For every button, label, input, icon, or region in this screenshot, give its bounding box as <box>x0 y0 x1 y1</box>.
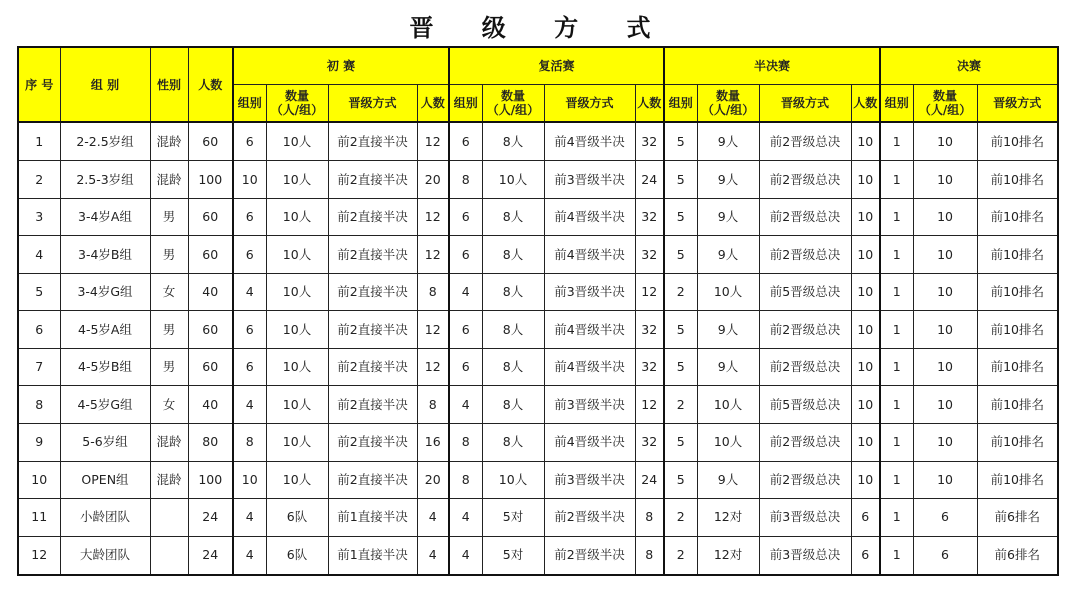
subheader-preliminary-method: 晋级方式 <box>328 85 417 123</box>
table-cell: 男 <box>150 348 188 386</box>
subheader-qty-line1: 数量 <box>500 89 525 103</box>
table-row <box>18 236 1058 274</box>
table-cell: 6 <box>449 236 482 274</box>
table-cell: 11 <box>18 499 60 537</box>
table-cell: 10人 <box>697 386 759 424</box>
promotion-table <box>17 46 1059 576</box>
table-cell: 12对 <box>697 499 759 537</box>
table-cell: 8 <box>449 161 482 199</box>
table-cell: 1 <box>880 499 913 537</box>
table-cell: 10 <box>851 198 880 236</box>
header-group: 组 别 <box>60 47 150 122</box>
table-cell: 12 <box>417 198 449 236</box>
subheader-preliminary-count: 人数 <box>417 85 449 123</box>
subheader-repechage-method: 晋级方式 <box>544 85 635 123</box>
table-cell: 5 <box>664 236 697 274</box>
table-cell: 5 <box>664 348 697 386</box>
table-cell: 9 <box>18 424 60 462</box>
table-cell: 6 <box>18 311 60 349</box>
table-cell: 60 <box>188 348 233 386</box>
table-cell: 10 <box>851 424 880 462</box>
table-cell: 10人 <box>266 424 328 462</box>
table-cell: 8 <box>635 499 664 537</box>
subheader-semifinal-method: 晋级方式 <box>759 85 851 123</box>
table-cell: 前4晋级半决 <box>544 236 635 274</box>
table-cell: 10人 <box>697 424 759 462</box>
table-cell: 2 <box>664 499 697 537</box>
table-cell: 10 <box>913 236 977 274</box>
table-cell: 前2晋级半决 <box>544 499 635 537</box>
table-cell: 5-6岁组 <box>60 424 150 462</box>
table-body <box>18 122 1058 575</box>
table-cell: 6 <box>913 499 977 537</box>
table-cell: 前1直接半决 <box>328 499 417 537</box>
table-cell: 8人 <box>482 311 544 349</box>
table-cell: 8人 <box>482 198 544 236</box>
table-cell: 10 <box>913 273 977 311</box>
table-cell: 前10排名 <box>977 348 1058 386</box>
subheader-qty-line2: （人/组） <box>486 103 540 117</box>
table-cell: 5 <box>664 122 697 161</box>
table-cell: 前2晋级总决 <box>759 348 851 386</box>
table-cell: 10人 <box>697 273 759 311</box>
table-cell: 前10排名 <box>977 122 1058 161</box>
table-cell: 女 <box>150 273 188 311</box>
table-cell: 60 <box>188 311 233 349</box>
table-cell: 8 <box>233 424 266 462</box>
table-cell: 10人 <box>266 348 328 386</box>
table-cell: 3-4岁A组 <box>60 198 150 236</box>
table-cell: 12 <box>635 386 664 424</box>
table-cell: 10 <box>913 198 977 236</box>
table-cell: 1 <box>880 198 913 236</box>
table-cell: 4 <box>449 499 482 537</box>
table-cell: 6队 <box>266 499 328 537</box>
header-stage-final: 决赛 <box>880 47 1058 85</box>
table-cell: 前2晋级总决 <box>759 236 851 274</box>
table-cell: 前10排名 <box>977 198 1058 236</box>
table-cell: 10 <box>851 386 880 424</box>
table-cell: 12 <box>417 348 449 386</box>
subheader-qty-line2: （人/组） <box>918 103 972 117</box>
table-cell: 8人 <box>482 424 544 462</box>
table-cell: 10 <box>233 161 266 199</box>
table-cell: 前10排名 <box>977 424 1058 462</box>
table-cell: 1 <box>880 386 913 424</box>
table-cell: 8 <box>449 424 482 462</box>
table-row <box>18 198 1058 236</box>
subheader-qty-line2: （人/组） <box>701 103 755 117</box>
table-cell: 前10排名 <box>977 273 1058 311</box>
table-cell: 1 <box>880 311 913 349</box>
table-cell: 前2直接半决 <box>328 386 417 424</box>
table-cell: 20 <box>417 461 449 499</box>
table-cell: 9人 <box>697 461 759 499</box>
table-cell: 10 <box>851 236 880 274</box>
table-cell: 40 <box>188 386 233 424</box>
table-cell: 6 <box>233 311 266 349</box>
table-cell: 8人 <box>482 386 544 424</box>
table-cell: 4 <box>233 536 266 575</box>
table-cell: 前2直接半决 <box>328 311 417 349</box>
table-cell: 2 <box>664 386 697 424</box>
table-cell: 10 <box>851 348 880 386</box>
table-cell: 12 <box>417 236 449 274</box>
table-cell: 4-5岁A组 <box>60 311 150 349</box>
table-cell: 3-4岁G组 <box>60 273 150 311</box>
table-cell: 4-5岁B组 <box>60 348 150 386</box>
table-cell: 4 <box>18 236 60 274</box>
table-cell: 60 <box>188 122 233 161</box>
table-cell: 混龄 <box>150 424 188 462</box>
table-cell: 4 <box>449 273 482 311</box>
table-cell: 前4晋级半决 <box>544 122 635 161</box>
table-cell: 6 <box>233 122 266 161</box>
table-cell: 20 <box>417 161 449 199</box>
table-cell: 前3晋级半决 <box>544 273 635 311</box>
table-cell: 5 <box>664 424 697 462</box>
table-cell: 混龄 <box>150 461 188 499</box>
table-cell: 10 <box>851 122 880 161</box>
header-stage-repechage: 复活赛 <box>449 47 664 85</box>
table-cell: 1 <box>880 348 913 386</box>
table-cell: 10 <box>913 386 977 424</box>
table-row <box>18 161 1058 199</box>
table-cell: 5 <box>664 161 697 199</box>
subheader-qty-line1: 数量 <box>284 89 309 103</box>
table-cell: 12 <box>635 273 664 311</box>
table-row <box>18 461 1058 499</box>
table-cell: 前2晋级总决 <box>759 311 851 349</box>
table-cell: 24 <box>188 499 233 537</box>
table-cell: 1 <box>880 536 913 575</box>
table-cell: 10 <box>851 273 880 311</box>
subheader-final-group: 组别 <box>880 85 913 123</box>
table-cell: 1 <box>880 461 913 499</box>
table-cell: 6队 <box>266 536 328 575</box>
table-cell: 9人 <box>697 122 759 161</box>
table-cell: 24 <box>635 461 664 499</box>
table-cell: 10人 <box>266 198 328 236</box>
table-cell: 10人 <box>266 161 328 199</box>
table-cell: 1 <box>880 236 913 274</box>
table-cell: 8 <box>449 461 482 499</box>
table-row <box>18 536 1058 575</box>
subheader-final-method: 晋级方式 <box>977 85 1058 123</box>
table-cell: 2-2.5岁组 <box>60 122 150 161</box>
table-cell: 女 <box>150 386 188 424</box>
table-cell: 10 <box>913 461 977 499</box>
table-cell: 16 <box>417 424 449 462</box>
table-cell: 5 <box>18 273 60 311</box>
table-cell: 10人 <box>266 386 328 424</box>
table-cell: 混龄 <box>150 122 188 161</box>
table-cell: 32 <box>635 348 664 386</box>
table-cell: 前2直接半决 <box>328 348 417 386</box>
table-cell: 60 <box>188 198 233 236</box>
header-count: 人数 <box>188 47 233 122</box>
header-stage-semifinal: 半决赛 <box>664 47 880 85</box>
table-cell: 9人 <box>697 311 759 349</box>
header-stage-preliminary: 初 赛 <box>233 47 449 85</box>
table-cell <box>150 499 188 537</box>
table-cell: 前10排名 <box>977 311 1058 349</box>
table-cell: 前3晋级总决 <box>759 499 851 537</box>
table-cell: 6 <box>233 198 266 236</box>
table-cell: 32 <box>635 236 664 274</box>
table-cell: 2.5-3岁组 <box>60 161 150 199</box>
table-cell: 4 <box>417 536 449 575</box>
table-cell: 2 <box>664 273 697 311</box>
table-cell: 4 <box>233 386 266 424</box>
table-cell: 前2晋级总决 <box>759 161 851 199</box>
table-cell: 10 <box>913 424 977 462</box>
table-cell: 5 <box>664 198 697 236</box>
table-cell: 10人 <box>266 461 328 499</box>
table-cell: 8人 <box>482 273 544 311</box>
table-cell: 12 <box>417 311 449 349</box>
table-cell: 前2直接半决 <box>328 273 417 311</box>
table-cell: 前4晋级半决 <box>544 424 635 462</box>
table-cell: 6 <box>449 311 482 349</box>
table-cell: 1 <box>880 122 913 161</box>
table-cell: 8人 <box>482 236 544 274</box>
table-cell: 前2晋级总决 <box>759 424 851 462</box>
table-row <box>18 348 1058 386</box>
table-cell: 前2直接半决 <box>328 424 417 462</box>
table-cell: 1 <box>18 122 60 161</box>
table-cell: 6 <box>851 499 880 537</box>
table-cell: 小龄团队 <box>60 499 150 537</box>
table-cell: 前4晋级半决 <box>544 311 635 349</box>
table-row <box>18 122 1058 161</box>
table-cell: OPEN组 <box>60 461 150 499</box>
subheader-qty-line1: 数量 <box>716 89 741 103</box>
subheader-final-qty <box>913 85 977 123</box>
table-cell: 前4晋级半决 <box>544 348 635 386</box>
table-cell: 前5晋级总决 <box>759 273 851 311</box>
table-cell: 8人 <box>482 348 544 386</box>
table-cell: 32 <box>635 198 664 236</box>
table-cell: 前5晋级总决 <box>759 386 851 424</box>
table-cell: 80 <box>188 424 233 462</box>
table-cell: 前2直接半决 <box>328 122 417 161</box>
subheader-qty-line2: （人/组） <box>270 103 324 117</box>
table-cell: 6 <box>233 236 266 274</box>
table-cell: 前2直接半决 <box>328 461 417 499</box>
table-cell: 10人 <box>482 161 544 199</box>
table-cell <box>150 536 188 575</box>
table-cell: 前4晋级半决 <box>544 198 635 236</box>
table-cell: 8人 <box>482 122 544 161</box>
table-row <box>18 273 1058 311</box>
table-cell: 6 <box>449 198 482 236</box>
table-cell: 前2直接半决 <box>328 161 417 199</box>
table-cell: 40 <box>188 273 233 311</box>
table-cell: 前2晋级半决 <box>544 536 635 575</box>
table-cell: 男 <box>150 236 188 274</box>
subheader-preliminary-qty <box>266 85 328 123</box>
table-cell: 24 <box>635 161 664 199</box>
table-cell: 10 <box>913 348 977 386</box>
table-cell: 4-5岁G组 <box>60 386 150 424</box>
page-title: 晋 级 方 式 <box>409 14 671 42</box>
table-cell: 前10排名 <box>977 386 1058 424</box>
table-cell: 男 <box>150 198 188 236</box>
table-cell: 9人 <box>697 198 759 236</box>
table-cell: 4 <box>449 536 482 575</box>
table-cell: 4 <box>233 273 266 311</box>
subheader-semifinal-qty <box>697 85 759 123</box>
table-cell: 10人 <box>482 461 544 499</box>
subheader-preliminary-group: 组别 <box>233 85 266 123</box>
header-gender: 性别 <box>150 47 188 122</box>
table-cell: 24 <box>188 536 233 575</box>
table-cell: 前6排名 <box>977 536 1058 575</box>
table-cell: 4 <box>233 499 266 537</box>
table-cell: 前2直接半决 <box>328 198 417 236</box>
table-cell: 前3晋级半决 <box>544 386 635 424</box>
table-cell: 混龄 <box>150 161 188 199</box>
table-cell: 6 <box>913 536 977 575</box>
table-cell: 8 <box>635 536 664 575</box>
table-cell: 前3晋级半决 <box>544 461 635 499</box>
table-cell: 3 <box>18 198 60 236</box>
subheader-repechage-group: 组别 <box>449 85 482 123</box>
table-cell: 10人 <box>266 122 328 161</box>
table-cell: 9人 <box>697 236 759 274</box>
table-cell: 5对 <box>482 499 544 537</box>
table-cell: 6 <box>449 348 482 386</box>
table-cell: 10 <box>233 461 266 499</box>
table-cell: 12 <box>417 122 449 161</box>
subheader-repechage-qty <box>482 85 544 123</box>
table-cell: 6 <box>851 536 880 575</box>
table-row <box>18 424 1058 462</box>
table-cell: 10 <box>851 461 880 499</box>
table-cell: 6 <box>233 348 266 386</box>
header-seq: 序 号 <box>18 47 60 122</box>
table-cell: 32 <box>635 311 664 349</box>
table-cell: 60 <box>188 236 233 274</box>
table-cell: 前2晋级总决 <box>759 122 851 161</box>
subheader-semifinal-group: 组别 <box>664 85 697 123</box>
table-row <box>18 386 1058 424</box>
table-cell: 6 <box>449 122 482 161</box>
subheader-qty-line1: 数量 <box>933 89 958 103</box>
table-cell: 8 <box>417 386 449 424</box>
table-cell: 100 <box>188 161 233 199</box>
table-cell: 10人 <box>266 311 328 349</box>
table-cell: 12对 <box>697 536 759 575</box>
table-cell: 10 <box>913 161 977 199</box>
subheader-semifinal-count: 人数 <box>851 85 880 123</box>
table-cell: 8 <box>18 386 60 424</box>
subheader-repechage-count: 人数 <box>635 85 664 123</box>
table-cell: 前3晋级总决 <box>759 536 851 575</box>
table-cell: 前10排名 <box>977 236 1058 274</box>
table-row <box>18 499 1058 537</box>
table-cell: 8 <box>417 273 449 311</box>
table-cell: 9人 <box>697 348 759 386</box>
table-row <box>18 311 1058 349</box>
table-cell: 4 <box>417 499 449 537</box>
table-cell: 前2直接半决 <box>328 236 417 274</box>
table-cell: 12 <box>18 536 60 575</box>
table-cell: 2 <box>18 161 60 199</box>
table-cell: 32 <box>635 122 664 161</box>
table-cell: 1 <box>880 161 913 199</box>
table-cell: 前6排名 <box>977 499 1058 537</box>
table-cell: 1 <box>880 424 913 462</box>
table-cell: 前10排名 <box>977 161 1058 199</box>
table-cell: 10 <box>851 311 880 349</box>
table-cell: 10 <box>913 122 977 161</box>
table-cell: 大龄团队 <box>60 536 150 575</box>
table-cell: 男 <box>150 311 188 349</box>
table-cell: 1 <box>880 273 913 311</box>
table-cell: 2 <box>664 536 697 575</box>
table-cell: 5 <box>664 311 697 349</box>
table-cell: 前1直接半决 <box>328 536 417 575</box>
table-cell: 100 <box>188 461 233 499</box>
table-cell: 10 <box>851 161 880 199</box>
table-cell: 5对 <box>482 536 544 575</box>
table-cell: 10 <box>18 461 60 499</box>
table-cell: 32 <box>635 424 664 462</box>
table-cell: 前2晋级总决 <box>759 461 851 499</box>
table-cell: 10人 <box>266 236 328 274</box>
table-cell: 前2晋级总决 <box>759 198 851 236</box>
table-cell: 3-4岁B组 <box>60 236 150 274</box>
table-cell: 前10排名 <box>977 461 1058 499</box>
table-cell: 前3晋级半决 <box>544 161 635 199</box>
table-cell: 10人 <box>266 273 328 311</box>
table-cell: 10 <box>913 311 977 349</box>
table-cell: 4 <box>449 386 482 424</box>
table-cell: 7 <box>18 348 60 386</box>
table-cell: 5 <box>664 461 697 499</box>
table-cell: 9人 <box>697 161 759 199</box>
